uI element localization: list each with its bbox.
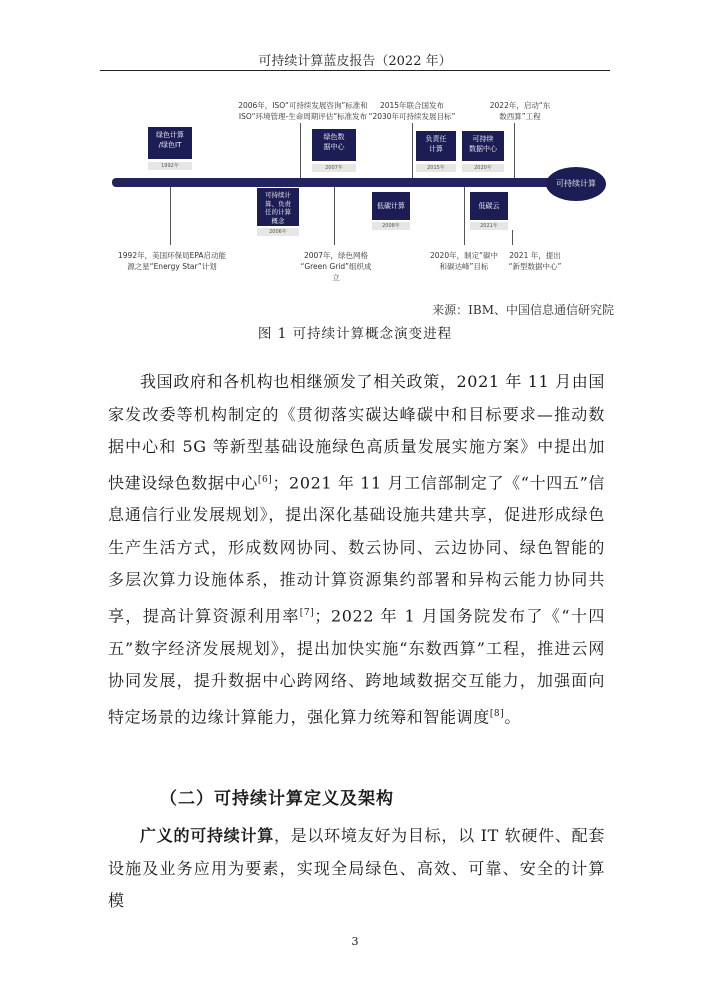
year-2006: 2006年 — [257, 228, 299, 236]
connector-2015-top — [412, 123, 413, 178]
annotation-2022: 2022年，启动“东 数西算”工程 — [489, 101, 551, 121]
box-green-computing: 绿色计算 /绿色IT — [148, 127, 192, 159]
citation-ref[interactable]: [7] — [299, 607, 315, 618]
text-run: 我国政府和各机构也相继颁发了相关政策，2021 年 11 月由国家发改委等机构制定的《贯彻落实碳达峰碳中和目标要求—推动数据中心和 5G 等新型基础设施绿色高质量发展实施方案》中提出加快建设绿色数据中心 — [108, 372, 605, 492]
policy-paragraph — [108, 366, 605, 733]
box-responsible-computing: 负责任 计算 — [416, 131, 456, 161]
timeline-bar — [112, 178, 554, 187]
connector-2021-bottom — [512, 230, 513, 245]
connector-2020-bottom — [464, 187, 465, 245]
year-2008: 2008年 — [372, 222, 410, 230]
year-2007: 2007年 — [312, 164, 356, 172]
timeline-end-node: 可持续计算 — [546, 167, 606, 201]
text-run: ；2022 年 1 月国务院发布了《“十四五”数字经济发展规划》，提出加快实施“东数西算”工程，推进云网协同发展，提升数据中心跨网络、跨地域数据交互能力，加强面向特定场景的边缘计算能力，强化算力统筹和智能调度 — [108, 606, 605, 726]
definition-paragraph — [108, 820, 605, 918]
annotation-2020: 2020年，制定“碳中 和碳达峰”目标 — [430, 251, 498, 271]
box-low-carbon-cloud: 低碳云 — [470, 192, 508, 220]
citation-ref[interactable]: [8] — [489, 708, 505, 719]
year-2020: 2020年 — [462, 164, 504, 172]
connector-2006-top — [300, 123, 301, 178]
box-green-datacenter: 绿色数 据中心 — [312, 129, 356, 161]
box-sustainable-datacenter: 可持续 数据中心 — [462, 131, 504, 161]
text-run: ，是以环境友好为目标，以 IT 软硬件、配套设施及业务应用为要素，实现全局绿色、高效、可靠、安全的计算模 — [108, 826, 605, 910]
year-2021: 2021年 — [470, 222, 508, 230]
year-1992: 1992年 — [148, 162, 192, 170]
header-rule — [100, 70, 610, 71]
annotation-2006: 2006年，ISO“可持续发展咨询”标准和 ISO“环境管理-生命周期评估”标准发布 — [238, 101, 368, 121]
figure-caption: 图 1 可持续计算概念演变进程 — [257, 326, 453, 342]
figure-source: 来源：IBM、中国信息通信研究院 — [432, 303, 614, 317]
box-sustainable-responsible-concept: 可持续计 算、负责 任的计算 概念 — [257, 188, 299, 226]
connector-2022-top — [514, 123, 515, 178]
annotation-2015: 2015年联合国发布 “2030年可持续发展目标” — [368, 101, 456, 121]
connector-1992-bottom — [170, 187, 171, 245]
page-number: 3 — [351, 935, 359, 948]
connector-2007-bottom — [334, 187, 335, 245]
citation-ref[interactable]: [6] — [257, 474, 273, 485]
box-low-carbon-computing: 低碳计算 — [372, 192, 410, 220]
text-run: ；2021 年 11 月工信部制定了《“十四五”信息通信行业发展规划》，提出深化基础设施共建共享，促进形成绿色生产生活方式，形成数网协同、数云协同、云边协同、绿色智能的多层次算力设施体系，推动计算资源集约部署和异构云能力协同共享，提高计算资源利用率 — [108, 472, 606, 626]
bold-term: 广义的可持续计算 — [140, 826, 274, 845]
annotation-2007: 2007年，绿色网格 “Green Grid”组织成立 — [300, 251, 372, 282]
annotation-1992: 1992年，美国环保局EPA启动能 源之星“Energy Star”计划 — [118, 251, 226, 271]
text-run: 。 — [504, 706, 521, 726]
annotation-2021: 2021 年，提出 “新型数据中心” — [508, 251, 562, 271]
page-header: 可持续计算蓝皮报告（2022 年） — [258, 54, 452, 69]
year-2015: 2015年 — [416, 164, 456, 172]
section-heading: （二）可持续计算定义及架构 — [160, 789, 394, 809]
